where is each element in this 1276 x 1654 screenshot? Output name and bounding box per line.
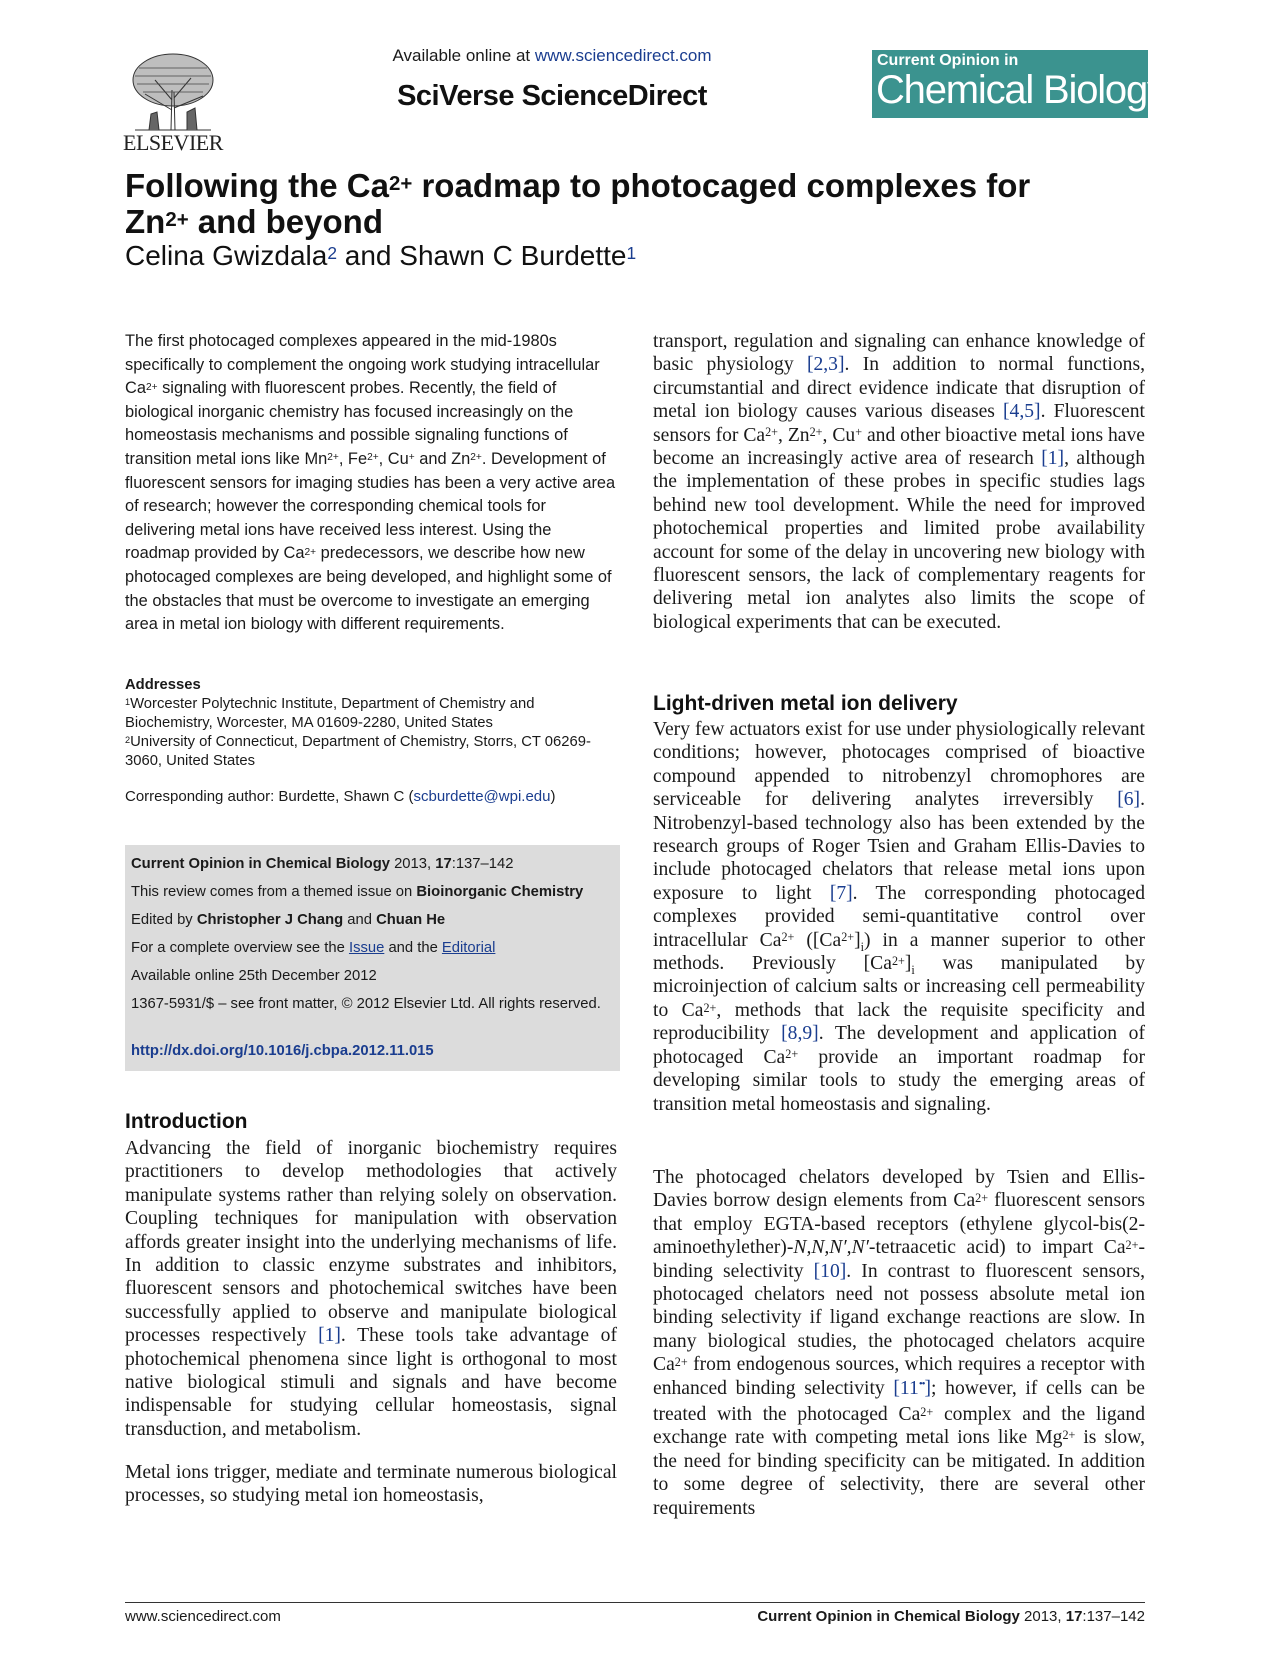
- introduction-paragraph-1: Advancing the field of inorganic biochemistry requires practitioners to develop methodologies that actively manipulate systems rather than relying solely on observation. Coupling techniques for manipulation with observation affords greater insight into the underlying mechanisms of life. In addition to classic enzyme substrates and inhibitors, fluorescent sensors and photochemical switches have been successfully applied to observe and manipulate biological processes respectively [1]. These tools take advantage of photochemical phenomena since light is orthogonal to most native biological stimuli and signals and have become indispensable for studying cellular homeostasis, signal transduction, and metabolism.: [125, 1138, 617, 1440]
- footer-citation: Current Opinion in Chemical Biology 2013, 17:137–142: [757, 1608, 1145, 1625]
- reference-link[interactable]: [4,5]: [1003, 401, 1041, 423]
- addresses-heading: Addresses: [125, 677, 201, 693]
- reference-link[interactable]: [1]: [318, 1325, 341, 1347]
- reference-link[interactable]: [10]: [813, 1260, 847, 1282]
- journal-banner: [872, 50, 1166, 118]
- reference-link[interactable]: [8,9]: [781, 1023, 819, 1045]
- email-link[interactable]: scburdette@wpi.edu: [413, 788, 551, 805]
- address-1: $^1$Worcester Polytechnic Institute, Department of Chemistry and Biochemistry, Worcester, MA 01609-2280, United States: [125, 696, 535, 731]
- right-paragraph-3: The photocaged chelators developed by Tsien and Ellis-Davies borrow design elements from $Ca^{2+}$ fluorescent sensors that employ EGTA-based receptors (ethylene glycol-bis(2-aminoethylether)-N,N,N′,N′-tetraacetic acid) to impart $Ca^{2+}$-binding selectivity [10]. In contrast to fluorescent sensors, photocaged chelators need not possess absolute metal ion binding selectivity if ligand exchange reactions are slow. In many biological studies, the photocaged chelators acquire $Ca^{2+}$ from endogenous sources, which requires a receptor with enhanced binding selectivity [11••]; however, if cells can be treated with the photocaged $Ca^{2+}$ complex and the ligand exchange rate with competing metal ions like $Mg^{2+}$ is slow, the need for binding specificity can be mitigated. In addition to some degree of selectivity, there are several other requirements: [653, 1167, 1146, 1519]
- citation-line: Current Opinion in Chemical Biology 2013, 17:137–142: [131, 856, 514, 872]
- sciencedirect-link[interactable]: www.sciencedirect.com: [534, 46, 712, 65]
- light-driven-heading: Light-driven metal ion delivery: [653, 692, 958, 715]
- introduction-paragraph-2: Metal ions trigger, mediate and terminate numerous biological processes, so studying metal ion homeostasis,: [125, 1462, 617, 1507]
- copyright-line: 1367-5931/$ – see front matter, © 2012 Elsevier Ltd. All rights reserved.: [131, 996, 601, 1012]
- author-list: Celina Gwizdala$^2$ and Shawn C Burdette$^1$: [125, 240, 637, 271]
- elsevier-logo: [125, 50, 221, 156]
- doi-link[interactable]: http://dx.doi.org/10.1016/j.cbpa.2012.11.015: [131, 1043, 434, 1059]
- reference-link[interactable]: [6]: [1117, 789, 1141, 811]
- addresses: [125, 676, 625, 771]
- abstract: The first photocaged complexes appeared in the mid-1980s specifically to complement the ongoing work studying intracellular $Ca^{2+}$ signaling with fluorescent probes. Recently, the field of biological inorganic chemistry has focused increasingly on the homeostasis mechanisms and possible signaling functions of transition metal ions like $Mn^{2+}$, $Fe^{2+}$, Cu+ and $Zn^{2+}$. Development of fluorescent sensors for imaging studies has been a very active area of research; however the corresponding chemical tools for delivering metal ions have received less interest. Using the roadmap provided by $Ca^{2+}$ predecessors, we describe how new photocaged complexes are being developed, and highlight some of the obstacles that must be overcome to investigate an emerging area in metal ion biology with different requirements.: [125, 332, 616, 634]
- publisher-name: ELSEVIER: [123, 130, 223, 155]
- platform-name: SciVerse ScienceDirect: [397, 80, 707, 112]
- affiliation-link[interactable]: 1: [626, 242, 637, 263]
- editors-line: Edited by Christopher J Chang and Chuan He: [131, 912, 446, 928]
- article-title: Following the $Ca^{2+}$ roadmap to photocaged complexes for $Zn^{2+}$ and beyond: [125, 167, 1031, 240]
- affiliation-link[interactable]: 2: [327, 242, 337, 263]
- reference-link[interactable]: [2,3]: [806, 354, 845, 376]
- right-paragraph-1: transport, regulation and signaling can enhance knowledge of basic physiology [2,3]. In addition to normal functions, circumstantial and direct evidence indicate that disruption of metal ion biology causes various diseases [4,5]. Fluorescent sensors for $Ca^{2+}$, $Zn^{2+}$, Cu+ and other bioactive metal ions have become an increasingly active area of research [1], although the implementation of these probes in specific studies lags behind new tool development. While the need for improved photochemical properties and limited probe availability account for some of the delay in uncovering new biology with fluorescent sensors, the lack of complementary reagents for delivering metal ion analytes also limits the scope of biological experiments that can be executed.: [653, 331, 1146, 633]
- author-name: Shawn C Burdette: [399, 240, 627, 271]
- reference-link[interactable]: [1]: [1041, 448, 1065, 470]
- author-name: Celina Gwizdala: [125, 240, 328, 271]
- address-2: $^2$University of Connecticut, Department of Chemistry, Storrs, CT 06269-3060, United States: [125, 734, 591, 769]
- overview-line: For a complete overview see the Issue and the Editorial: [131, 940, 496, 956]
- available-date: Available online 25th December 2012: [131, 968, 377, 984]
- journal-banner-line2: Chemical Biology: [876, 68, 1166, 112]
- footer-rule: [125, 1602, 1145, 1603]
- introduction-heading: Introduction: [125, 1110, 248, 1133]
- editorial-link[interactable]: Editorial: [441, 940, 496, 956]
- footer-website: www.sciencedirect.com: [125, 1608, 281, 1625]
- right-paragraph-2: Very few actuators exist for use under physiologically relevant conditions; however, photocages comprised of bioactive compound appended to nitrobenzyl chromophores are serviceable for delivering analytes irreversibly [6]. Nitrobenzyl-based technology also has been extended by the research groups of Roger Tsien and Graham Ellis-Davies to include photocaged chelators that release metal ions upon exposure to light [7]. The corresponding photocaged complexes provided semi-quantitative control over intracellular $Ca^{2+}$ $([Ca^{2+}]_i)$ in a manner superior to other methods. Previously $[Ca^{2+}]_i$ was manipulated by microinjection of calcium salts or increasing cell permeability to $Ca^{2+}$, methods that lack the requisite specificity and reproducibility [8,9]. The development and application of photocaged $Ca^{2+}$ provide an important roadmap for developing similar tools to study the emerging areas of transition metal homeostasis and signaling.: [653, 719, 1146, 1115]
- key-reference-marker: ••: [918, 1377, 925, 1390]
- issue-link[interactable]: Issue: [348, 940, 385, 956]
- themed-issue-line: This review comes from a themed issue on Bioinorganic Chemistry: [131, 884, 584, 900]
- corresponding-author: Corresponding author: Burdette, Shawn C (scburdette@wpi.edu): [125, 788, 556, 805]
- reference-link[interactable]: [7]: [829, 882, 853, 904]
- journal-banner-line1: Current Opinion in: [877, 52, 1019, 69]
- article-info-box: [125, 845, 620, 1071]
- reference-link[interactable]: [11••]: [893, 1377, 932, 1399]
- available-online: Available online at www.sciencedirect.com: [392, 46, 712, 65]
